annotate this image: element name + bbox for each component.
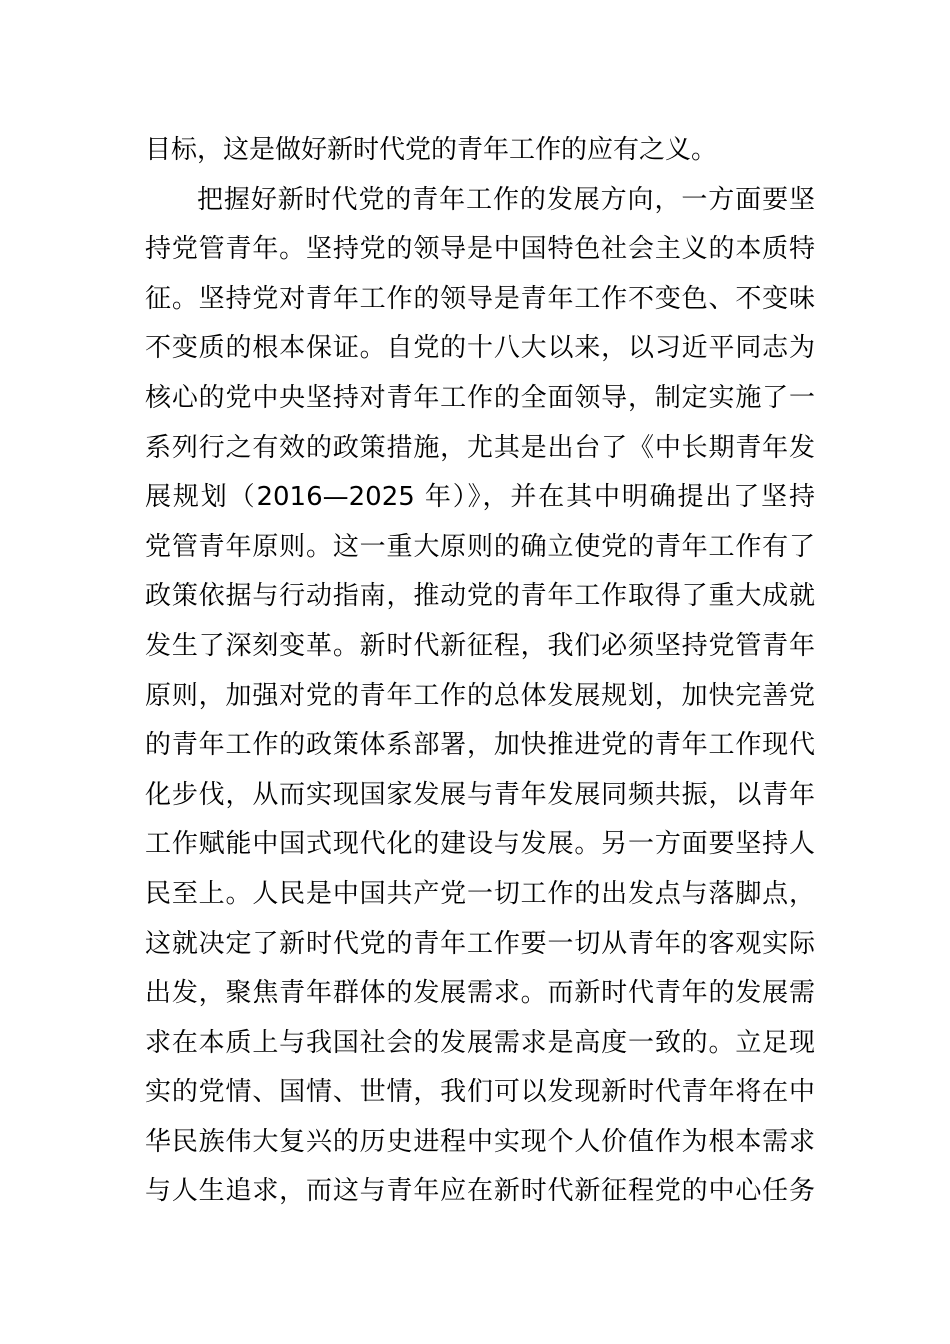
text-line: 系列行之有效的政策措施，尤其是出台了《中长期青年发 bbox=[145, 432, 815, 463]
text-line: 核心的党中央坚持对青年工作的全面领导，制定实施了一 bbox=[145, 382, 815, 413]
text-line: 求在本质上与我国社会的发展需求是高度一致的。立足现 bbox=[145, 1027, 815, 1058]
text-line: 发生了深刻变革。新时代新征程，我们必须坚持党管青年 bbox=[145, 630, 815, 661]
text-line: 实的党情、国情、世情，我们可以发现新时代青年将在中 bbox=[145, 1077, 815, 1108]
text-line: 持党管青年。坚持党的领导是中国特色社会主义的本质特 bbox=[145, 234, 815, 265]
text-line: 化步伐，从而实现国家发展与青年发展同频共振，以青年 bbox=[145, 779, 815, 810]
text-line: 不变质的根本保证。自党的十八大以来，以习近平同志为 bbox=[145, 333, 815, 364]
text-line: 这就决定了新时代党的青年工作要一切从青年的客观实际 bbox=[145, 928, 815, 959]
text-line: 原则，加强对党的青年工作的总体发展规划，加快完善党 bbox=[145, 680, 815, 711]
text-line: 工作赋能中国式现代化的建设与发展。另一方面要坚持人 bbox=[145, 829, 815, 860]
text-line: 政策依据与行动指南，推动党的青年工作取得了重大成就 bbox=[145, 581, 815, 612]
text-line: 展规划（2016—2025 年）》，并在其中明确提出了坚持 bbox=[145, 482, 815, 513]
text-line: 的青年工作的政策体系部署，加快推进党的青年工作现代 bbox=[145, 730, 815, 761]
text-line: 民至上。人民是中国共产党一切工作的出发点与落脚点， bbox=[145, 878, 815, 909]
text-line: 党管青年原则。这一重大原则的确立使党的青年工作有了 bbox=[145, 531, 815, 562]
text-line: 与人生追求，而这与青年应在新时代新征程党的中心任务 bbox=[145, 1176, 815, 1207]
text-line: 华民族伟大复兴的历史进程中实现个人价值作为根本需求 bbox=[145, 1126, 815, 1157]
text-line: 征。坚持党对青年工作的领导是青年工作不变色、不变味 bbox=[145, 283, 815, 314]
paragraph-first-line: 把握好新时代党的青年工作的发展方向，一方面要坚 bbox=[197, 184, 815, 215]
text-line: 出发，聚焦青年群体的发展需求。而新时代青年的发展需 bbox=[145, 978, 815, 1009]
text-line: 目标，这是做好新时代党的青年工作的应有之义。 bbox=[145, 135, 718, 165]
body-text bbox=[145, 126, 815, 1217]
